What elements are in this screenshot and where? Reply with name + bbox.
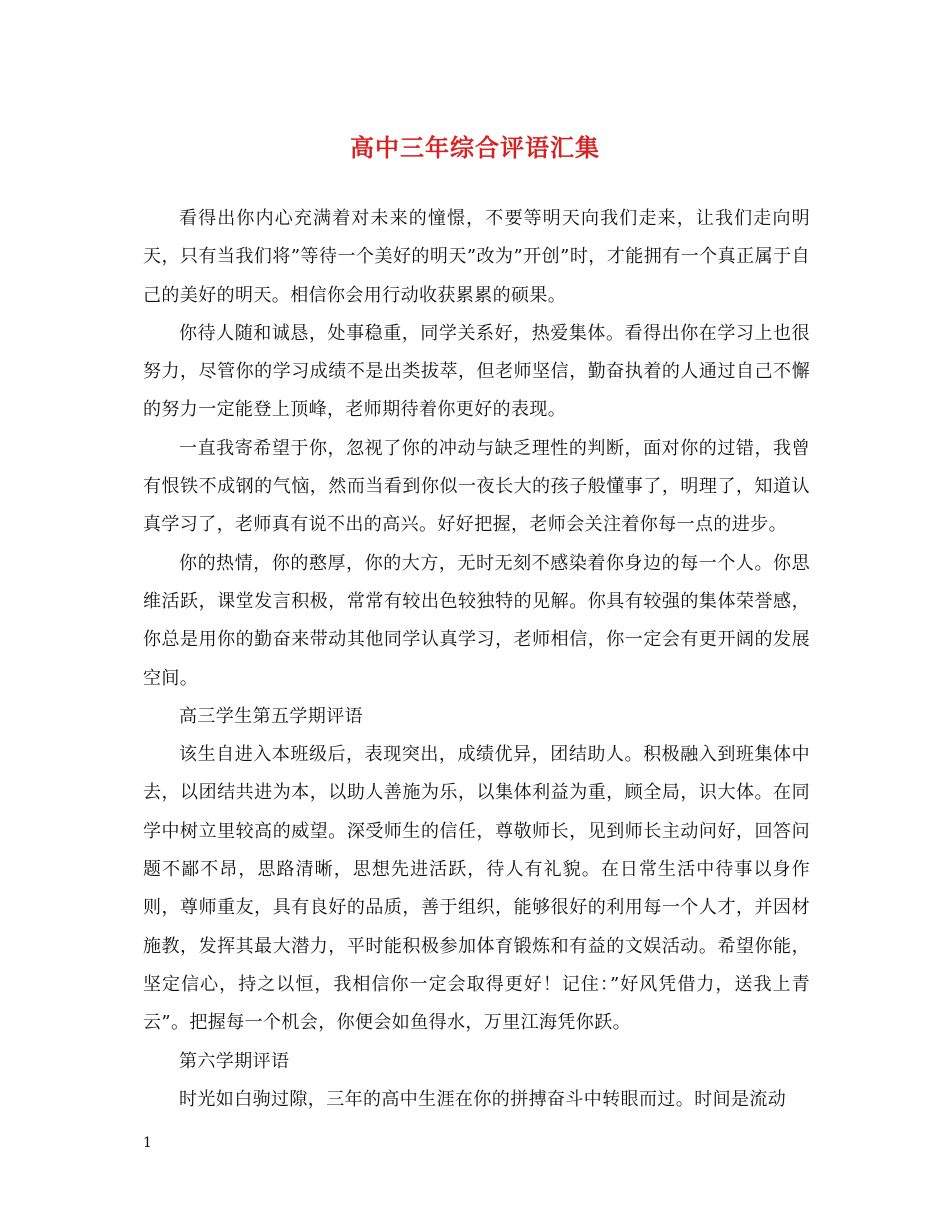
- paragraph-5: 该生自进入本班级后，表现突出，成绩优异，团结助人。积极融入到班集体中去，以团结共进为本，以助人善施为乐，以集体利益为重，顾全局，识大体。在同学中树立里较高的威望。深受师生的信任，尊敬师长，见到师长主动问好，回答问题不鄙不昂，思路清晰，思想先进活跃，待人有礼貌。在日常生活中待事以身作则，尊师重友，具有良好的品质，善于组织，能够很好的利用每一个人才，并因材施教，发挥其最大潜力，平时能积极参加体育锻炼和有益的文娱活动。希望你能，坚定信心，持之以恒，我相信你一定会取得更好！记住：”好风凭借力，送我上青云”。把握每一个机会，你便会如鱼得水，万里江海凭你跃。: [143, 744, 810, 1034]
- section-heading-sixth-semester: 第六学期评语: [179, 1050, 290, 1072]
- paragraph-4: 你的热情，你的憨厚，你的大方，无时无刻不感染着你身边的每一个人。你思维活跃，课堂发言积极，常常有较出色较独特的见解。你具有较强的集体荣誉感，你总是用你的勤奋来带动其他同学认真学习，老师相信，你一定会有更开阔的发展空间。: [143, 552, 810, 689]
- paragraph-3: 一直我寄希望于你，忽视了你的冲动与缺乏理性的判断，面对你的过错，我曾有恨铁不成钢的气恼，然而当看到你似一夜长大的孩子般懂事了，明理了，知道认真学习了，老师真有说不出的高兴。好好把握，老师会关注着你每一点的进步。: [143, 437, 810, 536]
- section-heading-fifth-semester: 高三学生第五学期评语: [179, 705, 363, 727]
- page-number: 1: [143, 1135, 152, 1151]
- paragraph-1: 看得出你内心充满着对未来的憧憬，不要等明天向我们走来，让我们走向明天，只有当我们将”等待一个美好的明天”改为”开创”时，才能拥有一个真正属于自己的美好的明天。相信你会用行动收获累累的硕果。: [143, 208, 810, 306]
- paragraph-6: 时光如白驹过隙，三年的高中生涯在你的拼搏奋斗中转眼而过。时间是流动: [179, 1088, 787, 1110]
- document-body: [143, 200, 810, 1119]
- paragraph-2: 你待人随和诚恳，处事稳重，同学关系好，热爱集体。看得出你在学习上也很努力，尽管你的学习成绩不是出类拔萃，但老师坚信，勤奋执着的人通过自己不懈的努力一定能登上顶峰，老师期待着你更好的表现。: [143, 322, 810, 421]
- document-title: 高中三年综合评语汇集: [350, 133, 600, 162]
